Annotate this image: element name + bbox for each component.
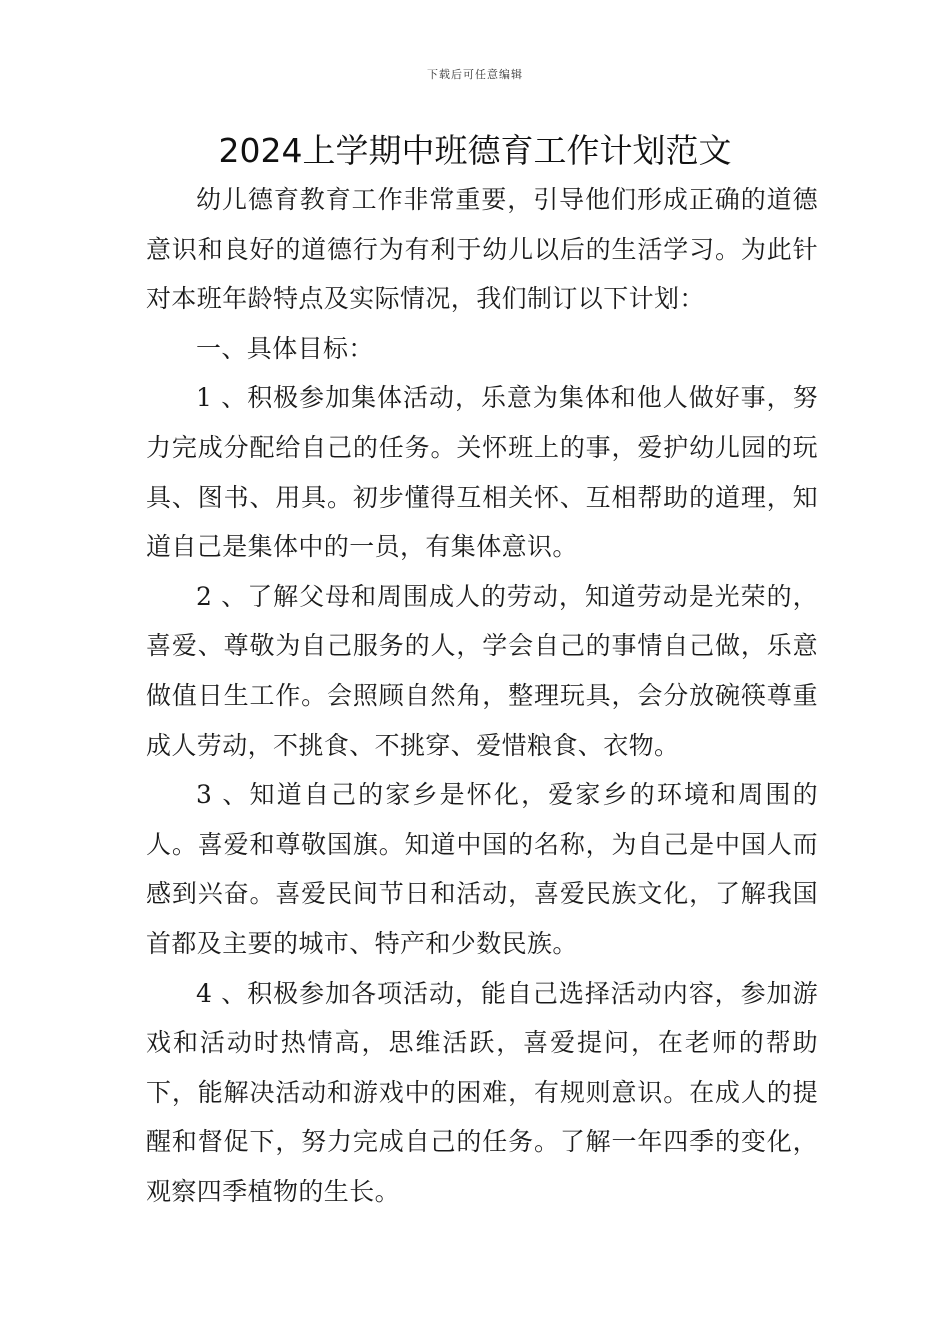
header-note: 下载后可任意编辑 (427, 68, 523, 81)
document-body (146, 175, 818, 1216)
paragraph-goal-3: 3 、知道自己的家乡是怀化，爱家乡的环境和周围的人。喜爱和尊敬国旗。知道中国的名称，为自己是中国人而感到兴奋。喜爱民间节日和活动，喜爱民族文化，了解我国首都及主要的城市、特产和少数民族。 (146, 780, 818, 958)
paragraph-intro: 幼儿德育教育工作非常重要，引导他们形成正确的道德意识和良好的道德行为有利于幼儿以后的生活学习。为此针对本班年龄特点及实际情况，我们制订以下计划： (146, 185, 818, 314)
section-heading-goals: 一、具体目标： (196, 333, 374, 363)
paragraph-goal-1: 1 、积极参加集体活动，乐意为集体和他人做好事，努力完成分配给自己的任务。关怀班上的事，爱护幼儿园的玩具、图书、用具。初步懂得互相关怀、互相帮助的道理，知道自己是集体中的一员，有集体意识。 (146, 383, 818, 562)
paragraph-goal-4: 4 、积极参加各项活动，能自己选择活动内容，参加游戏和活动时热情高，思维活跃，喜爱提问，在老师的帮助下，能解决活动和游戏中的困难，有规则意识。在成人的提醒和督促下，努力完成自己的任务。了解一年四季的变化，观察四季植物的生长。 (146, 978, 818, 1206)
paragraph-goal-2: 2 、了解父母和周围成人的劳动，知道劳动是光荣的，喜爱、尊敬为自己服务的人，学会自己的事情自己做，乐意做值日生工作。会照顾自然角，整理玩具，会分放碗筷尊重成人劳动，不挑食、不挑穿、爱惜粮食、衣物。 (146, 581, 818, 760)
document-title: 2024上学期中班德育工作计划范文 (218, 131, 732, 170)
